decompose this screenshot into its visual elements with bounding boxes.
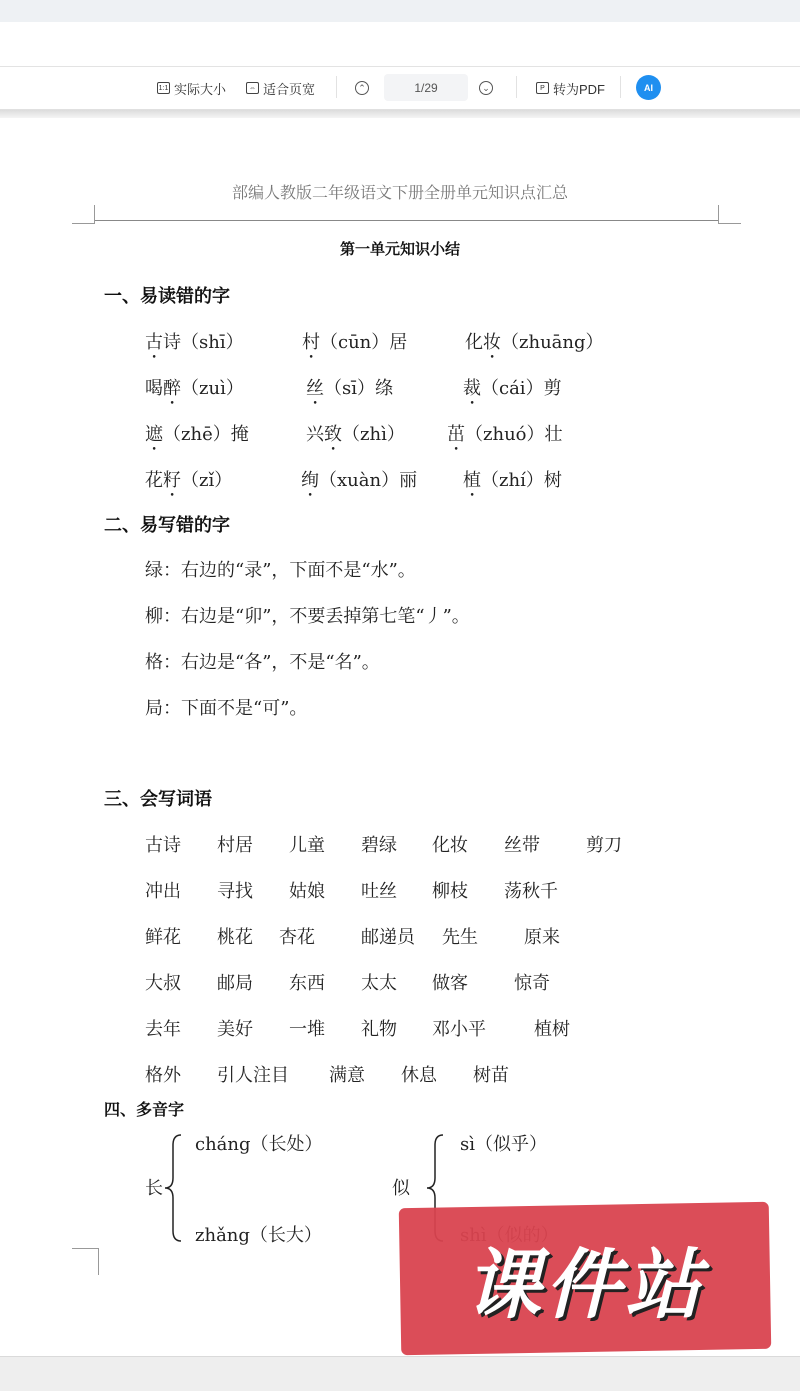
bottom-bar [0,1356,800,1391]
actual-size-button[interactable] [157,78,226,98]
vocab-word: 先生 [442,927,478,948]
watermark-text: 课件站 [465,1240,705,1329]
rule-line: 局：下面不是“可”。 [145,698,308,719]
actual-size-label: 实际大小 [174,81,227,97]
rule-line: 柳：右边是“卯”，不要丢掉第七笔“丿”。 [145,606,470,627]
page-corner-mark [72,1248,99,1275]
section-3-title: 三、会写词语 [104,789,212,810]
rule-line: 绿：右边的“录”，下面不是“水”。 [145,560,416,581]
toolbar-divider [336,76,337,98]
vocab-word: 原来 [524,927,560,948]
vocab-word: 大叔 [145,973,181,994]
vocab-word: 邮局 [217,973,253,994]
vocab-word: 引人注目 [217,1065,289,1086]
convert-pdf-label: 转为PDF [553,81,606,97]
word-item: 丝（sī）绦 [306,378,393,399]
page-number-input[interactable]: 1/29 [384,74,468,101]
polyphone-char: 似 [392,1178,410,1199]
word-item: 喝醉（zuì） [145,378,244,399]
vocab-word: 邮递员 [361,927,415,948]
word-item: 村（cūn）居 [302,332,408,353]
vocab-word: 桃花 [217,927,253,948]
vocab-word: 礼物 [361,1019,397,1040]
vocab-word: 休息 [401,1065,437,1086]
page-corner-mark [718,205,741,224]
vocab-word: 姑娘 [289,881,325,902]
actual-size-icon: 1:1 [157,82,170,94]
chevron-down-icon: ⌄ [479,81,493,95]
next-page-button[interactable] [479,78,493,98]
rule-line: 格：右边是“各”，不是“名”。 [145,652,380,673]
vocab-word: 树苗 [473,1065,509,1086]
vocab-word: 东西 [289,973,325,994]
vocab-word: 村居 [217,835,253,856]
word-item: 植（zhí）树 [463,470,562,491]
word-item: 花籽（zǐ） [145,470,233,491]
word-item: 化妆（zhuāng） [465,332,604,353]
document-header-title: 部编人教版二年级语文下册全册单元知识点汇总 [231,185,568,202]
vocab-word: 寻找 [217,881,253,902]
fit-width-label: 适合页宽 [263,81,316,97]
vocab-word: 冲出 [145,881,181,902]
vocab-word: 柳枝 [432,881,468,902]
polyphone-reading: sì（似乎） [460,1134,547,1155]
toolbar-shadow [0,110,800,118]
word-item: 绚（xuàn）丽 [301,470,418,491]
vocab-word: 邓小平 [432,1019,486,1040]
fit-width-icon: ⇔ [246,82,259,94]
left-brace [163,1133,177,1243]
browser-top-strip [0,0,800,22]
vocab-word: 丝带 [504,835,540,856]
vocab-word: 碧绿 [361,835,397,856]
section-4-title: 四、多音字 [104,1100,185,1119]
vocab-word: 美好 [217,1019,253,1040]
polyphone-char: 长 [145,1178,163,1199]
word-item: 遮（zhē）掩 [145,424,249,445]
page-corner-mark [72,205,95,224]
vocab-word: 鲜花 [145,927,181,948]
convert-pdf-button[interactable] [536,78,605,98]
vocab-word: 杏花 [279,927,315,948]
prev-page-button[interactable] [355,78,369,98]
vocab-word: 格外 [145,1065,181,1086]
chevron-up-icon: ⌃ [355,81,369,95]
word-item: 古诗（shī） [145,332,244,353]
vocab-word: 满意 [329,1065,365,1086]
vocab-word: 古诗 [145,835,181,856]
word-item: 裁（cái）剪 [463,378,562,399]
section-2-title: 二、易写错的字 [104,515,230,536]
pdf-icon: P [536,82,549,94]
vocab-word: 去年 [145,1019,181,1040]
vocab-word: 一堆 [289,1019,325,1040]
address-bar-area [0,22,800,67]
vocab-word: 化妆 [432,835,468,856]
vocab-word: 荡秋千 [504,881,558,902]
vocab-word: 植树 [534,1019,570,1040]
vocab-word: 做客 [432,973,468,994]
vocab-word: 惊奇 [514,973,550,994]
polyphone-reading: zhǎng（长大） [195,1225,322,1246]
watermark-logo [400,1205,770,1352]
header-rule [94,220,719,221]
vocab-word: 吐丝 [361,881,397,902]
toolbar-divider [620,76,621,98]
ai-icon: AI [644,82,653,93]
word-item: 兴致（zhì） [306,424,405,445]
fit-width-button[interactable] [246,78,315,98]
unit-title: 第一单元知识小结 [339,240,460,258]
vocab-word: 剪刀 [586,835,622,856]
word-item: 茁（zhuó）壮 [447,424,563,445]
vocab-word: 儿童 [289,835,325,856]
section-1-title: 一、易读错的字 [104,286,230,307]
ai-assistant-button[interactable] [636,75,661,100]
toolbar-divider [516,76,517,98]
polyphone-reading: cháng（长处） [195,1134,323,1155]
vocab-word: 太太 [361,973,397,994]
